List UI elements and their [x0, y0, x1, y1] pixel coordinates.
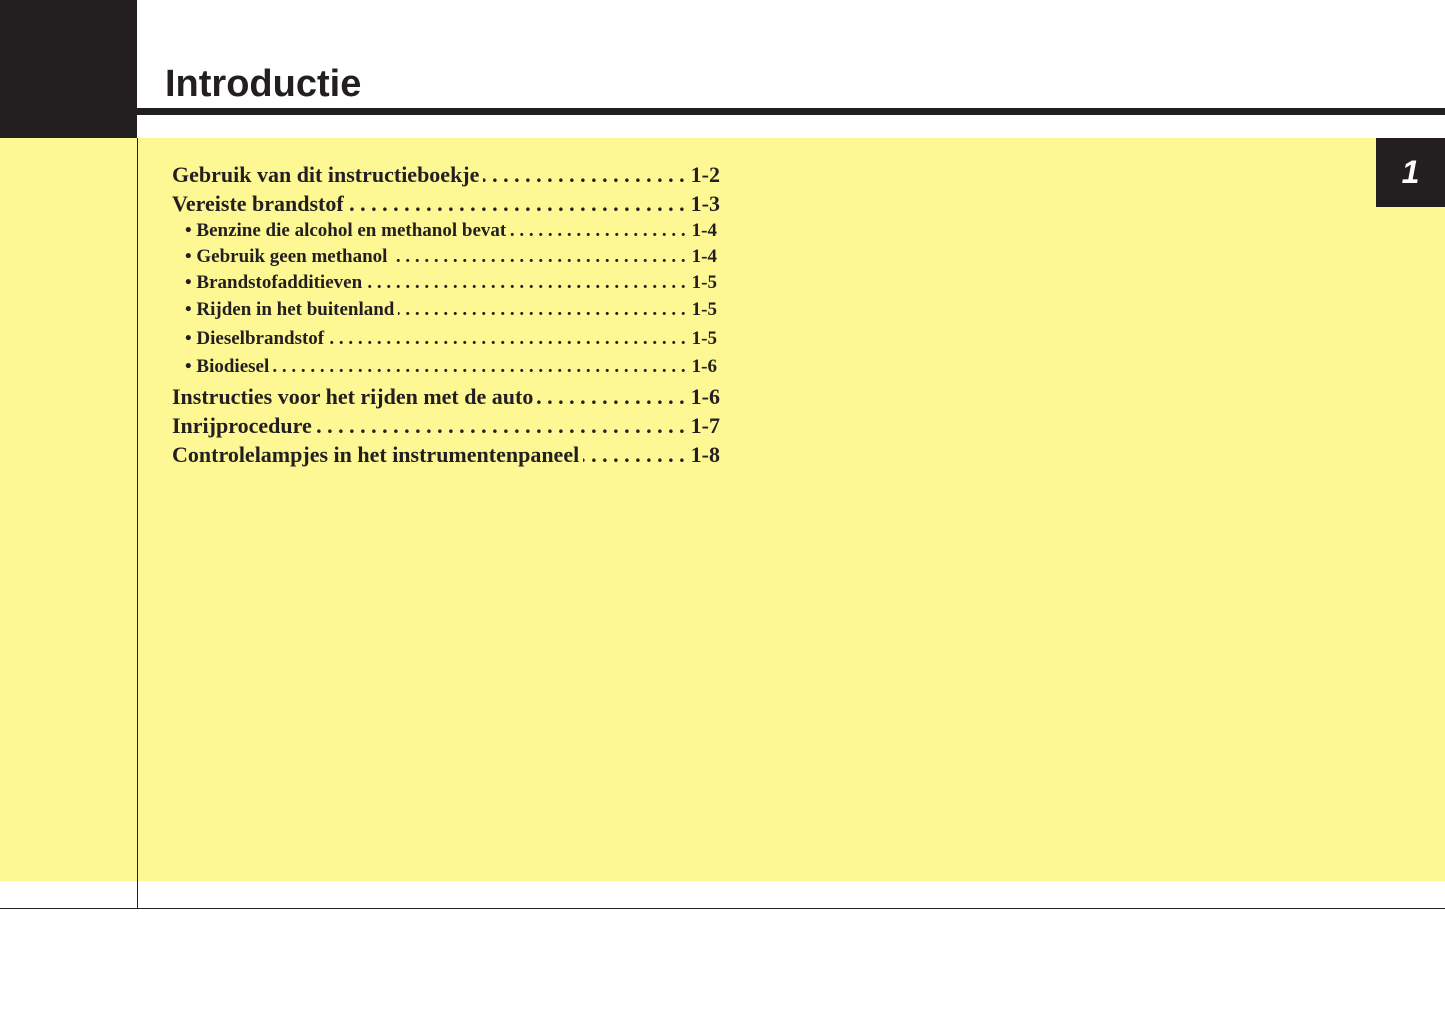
toc-leader-dots: [583, 440, 684, 469]
title-rule: [137, 108, 1445, 115]
toc-leader-dots: [366, 270, 686, 296]
toc-entry-page: 1-3: [690, 191, 720, 216]
toc-entry-label: Gebruik van dit instructieboekje: [172, 162, 480, 187]
toc-entry-label: Inrijprocedure: [172, 412, 312, 438]
toc-entry-label: • Dieselbrandstof: [185, 327, 325, 349]
toc-entry-label: Controlelampjes in het instrumentenpaneel: [172, 441, 580, 467]
toc-entry-page: 1-6: [690, 383, 720, 409]
toc-leader-dots: [510, 218, 685, 244]
toc-entry-page: 1-5: [691, 272, 717, 293]
toc-entry-label: • Brandstofadditieven: [185, 272, 363, 293]
toc-subentry[interactable]: [172, 353, 717, 382]
toc-entry-label: Instructies voor het rijden met de auto: [172, 383, 534, 409]
toc-entry-label: Vereiste brandstof: [172, 191, 344, 216]
toc-subentry[interactable]: [172, 270, 717, 296]
toc-subentry[interactable]: [172, 244, 717, 270]
toc-entry-label: • Gebruik geen methanol: [185, 246, 388, 267]
toc-entry[interactable]: [172, 189, 720, 218]
chapter-tab[interactable]: [1376, 138, 1445, 207]
toc-entry[interactable]: [172, 440, 720, 469]
toc-leader-dots: [537, 382, 684, 411]
toc-entry-label: • Rijden in het buitenland: [185, 299, 395, 320]
toc-subentry[interactable]: [172, 325, 717, 354]
margin-rule: [137, 138, 138, 909]
toc-entry-page: 1-4: [691, 220, 717, 241]
table-of-contents: [172, 160, 720, 469]
toc-leader-dots: [273, 353, 685, 382]
toc-leader-dots: [398, 296, 685, 325]
toc-entry-page: 1-4: [691, 246, 717, 267]
toc-subentry[interactable]: [172, 296, 717, 325]
toc-subentry[interactable]: [172, 218, 717, 244]
chapter-number: 1: [1401, 154, 1420, 190]
toc-entry-label: • Benzine die alcohol en methanol bevat: [185, 220, 507, 241]
toc-entry[interactable]: [172, 411, 720, 440]
corner-block: [0, 0, 137, 138]
toc-entry-page: 1-2: [690, 162, 720, 187]
toc-entry-page: 1-5: [691, 299, 717, 320]
toc-entry[interactable]: [172, 382, 720, 411]
toc-entry[interactable]: [172, 160, 720, 189]
toc-leader-dots: [483, 160, 684, 189]
toc-entry-page: 1-5: [691, 327, 717, 349]
toc-entry-page: 1-6: [691, 356, 717, 377]
toc-leader-dots: [391, 244, 685, 270]
toc-entry-page: 1-7: [690, 412, 720, 438]
page-title: Introductie: [165, 63, 362, 105]
toc-leader-dots: [316, 411, 685, 440]
footer-rule: [0, 908, 1445, 909]
toc-entry-page: 1-8: [690, 441, 720, 467]
toc-leader-dots: [328, 325, 686, 354]
toc-entry-label: • Biodiesel: [185, 356, 270, 377]
toc-leader-dots: [348, 189, 685, 218]
